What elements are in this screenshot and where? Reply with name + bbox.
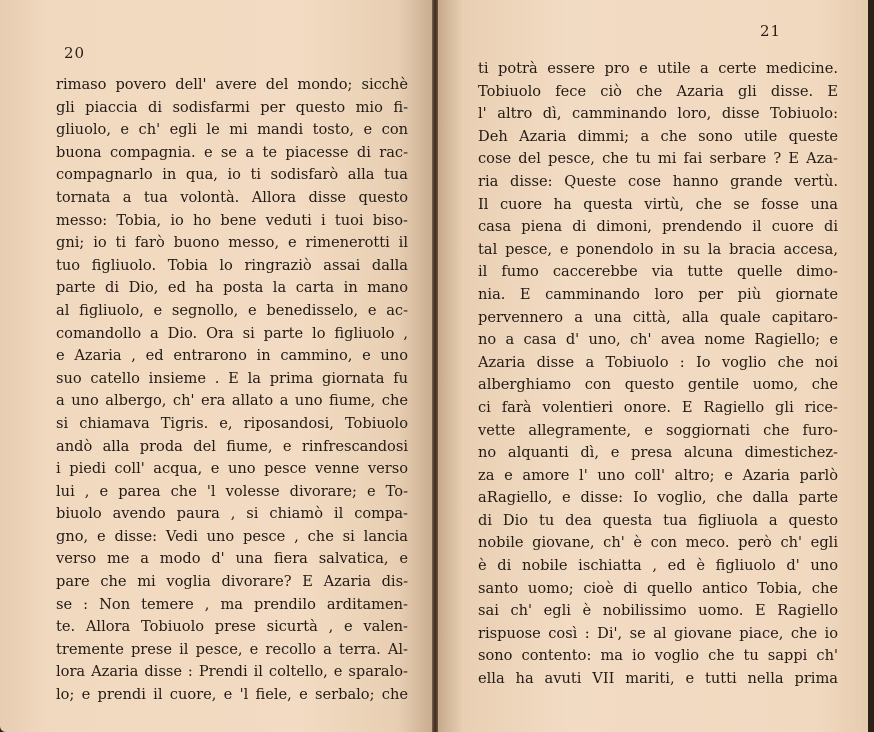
text-line: comandollo a Dio. Ora si parte lo figliuolo , <box>56 324 408 342</box>
text-line: ti potrà essere pro e utile a certe medicine. <box>478 60 838 77</box>
text-line: messo: Tobia, io ho bene veduti i tuoi biso- <box>56 211 408 229</box>
text-line: cose del pesce, che tu mi fai serbare ? E Aza- <box>478 150 838 168</box>
right-page-number: 21 <box>760 22 782 40</box>
left-page-number: 20 <box>64 44 86 62</box>
text-line: gli piaccia di sodisfarmi per questo mio fi- <box>56 98 408 116</box>
text-line: biuolo avendo paura , si chiamò il compa- <box>56 505 408 523</box>
text-line: sai ch' egli è nobilissimo uomo. E Ragiello <box>478 602 838 620</box>
text-line: gliuolo, e ch' egli le mi mandi tosto, e con <box>56 121 408 139</box>
text-line: lora Azaria disse : Prendi il coltello, e sparalo- <box>56 663 408 681</box>
text-line: vette allegramente, e soggiornati che furo- <box>478 421 838 439</box>
right-page-text <box>478 58 838 691</box>
text-line: aRagiello, e disse: Io voglio, che dalla parte <box>478 489 838 507</box>
text-line: lui , e parea che 'l volesse divorare; e To- <box>56 482 408 500</box>
text-line: pervennero a una città, alla quale capitaro- <box>478 308 838 326</box>
text-line: tuo figliuolo. Tobia lo ringraziò assai dalla <box>56 256 408 274</box>
text-line: verso me a modo d' una fiera salvatica, e <box>56 550 408 568</box>
text-line: ria disse: Queste cose hanno grande vertù. <box>478 172 838 190</box>
text-line: si chiamava Tigris. e, riposandosi, Tobiuolo <box>56 414 408 432</box>
text-line: gni; io ti farò buono messo, e rimenerotti il <box>56 234 408 252</box>
text-line: pare che mi voglia divorare? E Azaria dis- <box>56 573 408 591</box>
text-line: rimaso povero dell' avere del mondo; sicchè <box>56 76 408 93</box>
text-line: gno, e disse: Vedi uno pesce , che si lancia <box>56 527 408 545</box>
text-line: ci farà volentieri onore. E Ragiello gli rice- <box>478 398 838 416</box>
text-line: di Dio tu dea questa tua figliuola a questo <box>478 511 838 529</box>
left-page-text <box>56 74 408 707</box>
text-line: nobile giovane, ch' è con meco. però ch' egli <box>478 534 838 552</box>
left-page <box>0 0 432 732</box>
text-line: è di nobile ischiatta , ed è figliuolo d' uno <box>478 557 838 575</box>
text-line: Tobiuolo fece ciò che Azaria gli disse. E <box>478 82 838 100</box>
text-line: Deh Azaria dimmi; a che sono utile queste <box>478 127 838 145</box>
text-line: se : Non temere , ma prendilo arditamen- <box>56 595 408 613</box>
text-line: parte di Dio, ed ha posta la carta in mano <box>56 279 408 297</box>
text-line: no alquanti dì, e presa alcuna dimestichez- <box>478 444 838 462</box>
text-line: za e amore l' uno coll' altro; e Azaria parlò <box>478 466 838 484</box>
text-line: Il cuore ha questa virtù, che se fosse una <box>478 195 838 213</box>
text-line: alberghiamo con questo gentile uomo, che <box>478 376 838 394</box>
text-line: i piedi coll' acqua, e uno pesce venne verso <box>56 460 408 478</box>
text-line: tornata a tua volontà. Allora disse questo <box>56 188 408 206</box>
text-line: casa piena di dimoni, prendendo il cuore di <box>478 218 838 236</box>
text-line: ella ha avuti VII mariti, e tutti nella prima <box>478 670 838 688</box>
text-line: compagnarlo in qua, io ti sodisfarò alla tua <box>56 166 408 184</box>
text-line: a uno albergo, ch' era allato a uno fiume, che <box>56 392 408 410</box>
text-line: tremente prese il pesce, e recollo a terra. Al- <box>56 640 408 658</box>
text-line: Azaria disse a Tobiuolo : Io voglio che noi <box>478 353 838 371</box>
text-line: il fumo caccerebbe via tutte quelle dimo- <box>478 263 838 281</box>
text-line: rispuose così : Di', se al giovane piace, che io <box>478 624 838 642</box>
text-line: suo catello insieme . E la prima giornata fu <box>56 369 408 387</box>
text-line: l' altro dì, camminando loro, disse Tobiuolo: <box>478 105 838 123</box>
text-line: lo; e prendi il cuore, e 'l fiele, e serbalo; che <box>56 686 408 704</box>
text-line: al figliuolo, e segnollo, e benedisselo, e ac- <box>56 301 408 319</box>
text-line: te. Allora Tobiuolo prese sicurtà , e valen- <box>56 618 408 636</box>
text-line: e Azaria , ed entrarono in cammino, e uno <box>56 347 408 365</box>
text-line: tal pesce, e ponendolo in su la bracia accesa, <box>478 240 838 258</box>
text-line: sono contento: ma io voglio che tu sappi ch' <box>478 647 838 665</box>
text-line: andò alla proda del fiume, e rinfrescandosi <box>56 437 408 455</box>
text-line: buona compagnia. e se a te piacesse di rac- <box>56 143 408 161</box>
right-page <box>438 0 868 732</box>
text-line: santo uomo; cioè di quello antico Tobia, che <box>478 579 838 597</box>
text-line: nia. E camminando loro per più giornate <box>478 285 838 303</box>
text-line: no a casa d' uno, ch' avea nome Ragiello; e <box>478 331 838 349</box>
